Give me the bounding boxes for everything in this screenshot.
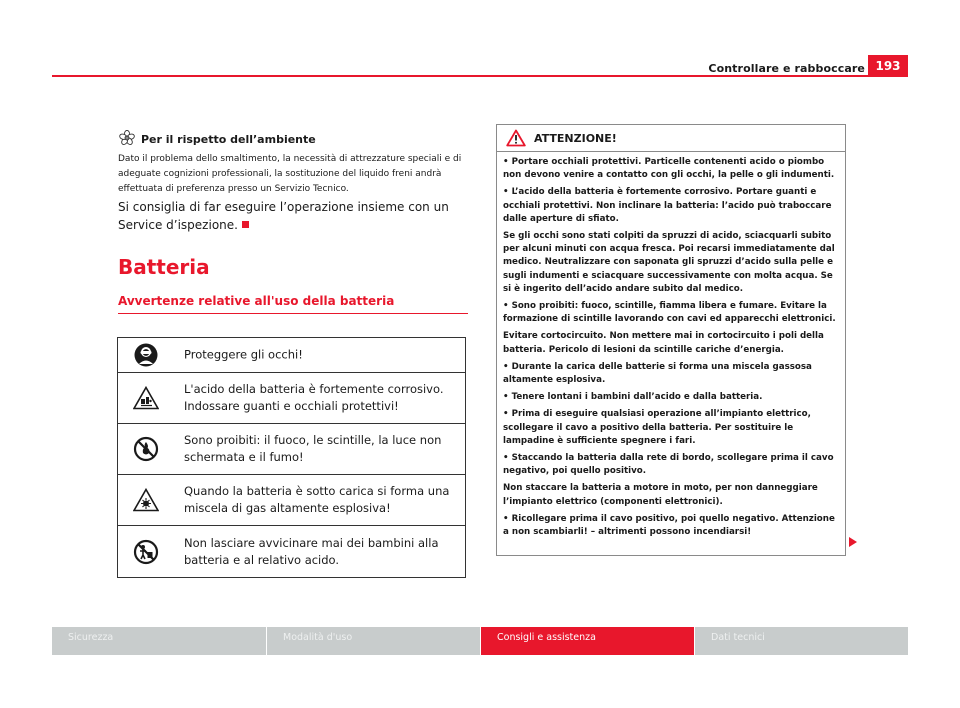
footer-tab-dati-tecnici[interactable]: Dati tecnici (694, 627, 908, 655)
footer-section-nav (52, 627, 908, 655)
hazard-text: Proteggere gli occhi! (184, 347, 303, 362)
table-row (118, 423, 465, 474)
warning-title: ATTENZIONE! (534, 132, 617, 145)
explosive-warning-icon (118, 475, 174, 525)
subsection-title: Avvertenze relative all'uso della batteria (118, 294, 395, 308)
warning-paragraph: • Durante la carica delle batterie si forma una miscela gassosa altamente esplosiva. (503, 361, 812, 386)
page-number: 193 (868, 55, 908, 77)
warning-paragraph: • L’acido della batteria è fortemente corrosivo. Portare guanti e occhiali protettivi. Non inclinare la batteria: l’acido può traboccare dalle aperture di sfiato. (503, 187, 832, 224)
warning-paragraph: Se gli occhi sono stati colpiti da spruzzi di acido, sciacquarli subito per alcuni minuti con acqua fresca. Poi recarsi immediatamente dal medico. Neutralizzare con saponata gli spruzzi d’acido sulla pelle e sugli indumenti e sciacquare successivamente con molta acqua. Se si è ingerito dell’acido andare subito dal medico. (503, 231, 835, 294)
table-row (118, 525, 465, 577)
table-row (118, 474, 465, 525)
table-row (118, 372, 465, 423)
no-fire-icon (118, 424, 174, 474)
header-rule (52, 75, 908, 77)
recommendation-text (118, 198, 468, 234)
warning-box (496, 124, 846, 556)
hazard-text: L'acido della batteria è fortemente corrosivo. Indossare guanti e occhiali protettivi! (184, 382, 444, 413)
warning-paragraph: • Ricollegare prima il cavo positivo, poi quello negativo. Attenzione a non scambiarli! – altrimenti possono incendiarsi! (503, 513, 835, 538)
subsection-rule (118, 313, 468, 314)
table-row (118, 338, 465, 372)
footer-tab-sicurezza[interactable]: Sicurezza (52, 627, 266, 655)
keep-children-away-icon (118, 526, 174, 577)
continue-arrow-icon (849, 537, 857, 547)
recommendation-sentence: Si consiglia di far eseguire l’operazione insieme con un Service d’ispezione. (118, 200, 449, 232)
corrosive-warning-icon (118, 373, 174, 423)
page-header-title: Controllare e rabboccare (708, 62, 865, 75)
section-title: Batteria (118, 255, 210, 279)
end-of-section-marker (242, 221, 249, 228)
environment-note-text: Dato il problema dello smaltimento, la necessità di attrezzature speciali e di adeguate cognizioni professionali, la sostituzione del liquido freni andrà effettuata di preferenza presso un Servizio Tecnico. (118, 154, 462, 194)
warning-paragraph: Evitare cortocircuito. Non mettere mai in cortocircuito i poli della batteria. Pericolo di lesioni da scintille cariche d’energia. (503, 331, 824, 355)
hazard-text: Quando la batteria è sotto carica si forma una miscela di gas altamente esplosiva! (184, 484, 450, 515)
hazard-symbols-table (117, 337, 466, 578)
hazard-text: Non lasciare avvicinare mai dei bambini alla batteria e al relativo acido. (184, 535, 439, 567)
environment-note-title: Per il rispetto dell’ambiente (141, 133, 316, 146)
warning-paragraph: • Staccando la batteria dalla rete di bordo, scollegare prima il cavo negativo, poi quello positivo. (503, 453, 834, 477)
flower-icon (118, 130, 136, 149)
warning-paragraph: • Sono proibiti: fuoco, scintille, fiamma libera e fumare. Evitare la formazione di scintille lavorando con cavi ed apparecchi elettronici. (503, 301, 836, 325)
hazard-text: Sono proibiti: il fuoco, le scintille, la luce non schermata e il fumo! (184, 433, 442, 464)
warning-header (497, 125, 845, 152)
warning-paragraph: Non staccare la batteria a motore in moto, per non danneggiare l’impianto elettrico (componenti elettronici). (503, 483, 818, 507)
footer-tab-consigli-assistenza[interactable]: Consigli e assistenza (480, 627, 694, 655)
eye-protection-icon (118, 338, 174, 372)
warning-paragraph: • Portare occhiali protettivi. Particelle contenenti acido o piombo non devono venire a contatto con gli occhi, la pelle o gli indumenti. (503, 157, 835, 181)
footer-tab-modalita-uso[interactable]: Modalità d'uso (266, 627, 480, 655)
warning-triangle-icon (506, 129, 526, 151)
environment-note-heading (118, 130, 316, 149)
warning-paragraph: • Tenere lontani i bambini dall’acido e dalla batteria. (503, 392, 763, 403)
warning-body (503, 156, 839, 543)
warning-paragraph: • Prima di eseguire qualsiasi operazione all’impianto elettrico, scollegare il cavo a positivo della batteria. Per sostituire le lampadine è sufficiente spegnere i fari. (503, 409, 811, 446)
